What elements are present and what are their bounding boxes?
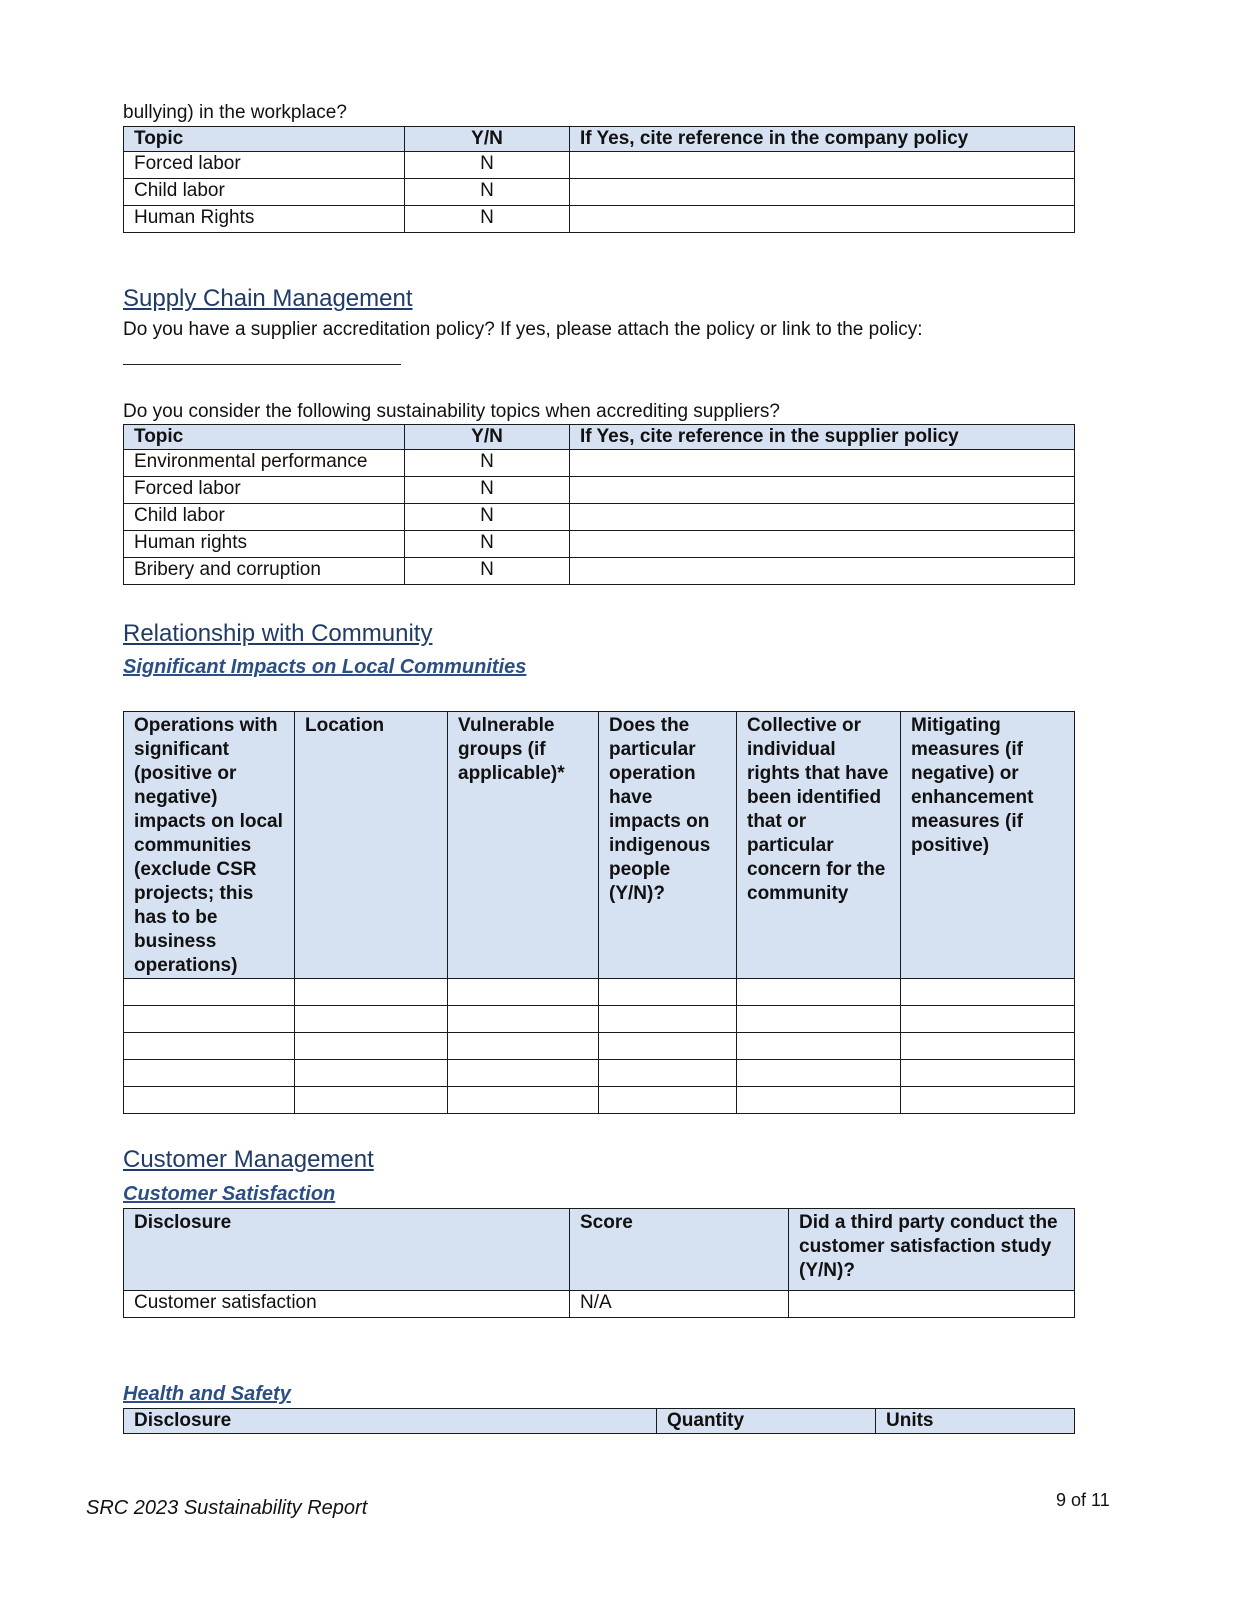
header-yn: Y/N <box>405 425 570 450</box>
cell-reference[interactable] <box>570 206 1075 233</box>
cell-topic: Forced labor <box>124 477 405 504</box>
header-score: Score <box>570 1209 789 1291</box>
table-row <box>124 1087 1075 1114</box>
workplace-lead-text: bullying) in the workplace? <box>123 102 347 123</box>
answer-blank-line[interactable] <box>123 364 401 365</box>
header-indigenous-impact: Does the particular operation have impacts on indigenous people (Y/N)? <box>599 712 737 979</box>
customer-table-wrap <box>123 1208 1075 1318</box>
table-row <box>124 206 1075 233</box>
table-row <box>124 979 1075 1006</box>
cell-reference[interactable] <box>570 531 1075 558</box>
header-vulnerable-groups: Vulnerable groups (if applicable)* <box>448 712 599 979</box>
cell-yn: N <box>405 558 570 585</box>
header-topic: Topic <box>124 127 405 152</box>
community-subheading: Significant Impacts on Local Communities <box>123 656 527 678</box>
supplier-table <box>123 424 1075 585</box>
cell-topic: Bribery and corruption <box>124 558 405 585</box>
cell-topic: Human rights <box>124 531 405 558</box>
table-row <box>124 504 1075 531</box>
cell-disclosure: Customer satisfaction <box>124 1291 570 1318</box>
table-row <box>124 558 1075 585</box>
page-number: 9 of 11 <box>1056 1490 1110 1510</box>
supplier-policy-question: Do you have a supplier accreditation policy? If yes, please attach the policy or link to the policy: <box>123 319 923 340</box>
health-safety-table <box>123 1408 1075 1434</box>
cell-reference[interactable] <box>570 477 1075 504</box>
table-row <box>124 531 1075 558</box>
cell-yn: N <box>405 504 570 531</box>
header-topic: Topic <box>124 425 405 450</box>
table-row <box>124 1291 1075 1318</box>
table-row <box>124 477 1075 504</box>
table-row <box>124 179 1075 206</box>
health-safety-subheading: Health and Safety <box>123 1383 291 1405</box>
header-disclosure: Disclosure <box>124 1409 657 1434</box>
header-third-party: Did a third party conduct the customer satisfaction study (Y/N)? <box>789 1209 1075 1291</box>
header-rights-concern: Collective or individual rights that have been identified that or particular concern for the community <box>737 712 901 979</box>
cell-third-party[interactable] <box>789 1291 1075 1318</box>
header-operations: Operations with significant (positive or negative) impacts on local communities (exclude CSR projects; this has to be business operations) <box>124 712 295 979</box>
cell-topic: Child labor <box>124 504 405 531</box>
table-row <box>124 1006 1075 1033</box>
customer-heading: Customer Management <box>123 1146 374 1173</box>
cell-reference[interactable] <box>570 179 1075 206</box>
workplace-table <box>123 126 1075 233</box>
header-location: Location <box>295 712 448 979</box>
cell-topic: Forced labor <box>124 152 405 179</box>
header-disclosure: Disclosure <box>124 1209 570 1291</box>
cell-yn: N <box>405 179 570 206</box>
cell-topic: Human Rights <box>124 206 405 233</box>
cell-yn: N <box>405 152 570 179</box>
header-units: Units <box>876 1409 1075 1434</box>
table-row <box>124 1060 1075 1087</box>
community-heading: Relationship with Community <box>123 620 433 647</box>
report-title-footer: SRC 2023 Sustainability Report <box>86 1497 368 1519</box>
cell-yn: N <box>405 206 570 233</box>
customer-subheading: Customer Satisfaction <box>123 1183 336 1205</box>
header-reference: If Yes, cite reference in the supplier policy <box>570 425 1075 450</box>
header-reference: If Yes, cite reference in the company policy <box>570 127 1075 152</box>
table-row <box>124 1033 1075 1060</box>
community-table <box>123 711 1075 1114</box>
supply-chain-heading: Supply Chain Management <box>123 285 413 312</box>
header-yn: Y/N <box>405 127 570 152</box>
cell-yn: N <box>405 477 570 504</box>
cell-score: N/A <box>570 1291 789 1318</box>
table-row <box>124 450 1075 477</box>
customer-table <box>123 1208 1075 1318</box>
header-mitigating-measures: Mitigating measures (if negative) or enhancement measures (if positive) <box>901 712 1075 979</box>
supplier-table-wrap <box>123 424 1075 585</box>
workplace-table-wrap <box>123 126 1075 233</box>
cell-topic: Environmental performance <box>124 450 405 477</box>
table-row <box>124 152 1075 179</box>
header-quantity: Quantity <box>657 1409 876 1434</box>
community-table-wrap <box>123 711 1075 1114</box>
cell-reference[interactable] <box>570 504 1075 531</box>
cell-reference[interactable] <box>570 450 1075 477</box>
cell-reference[interactable] <box>570 558 1075 585</box>
cell-reference[interactable] <box>570 152 1075 179</box>
supplier-topics-question: Do you consider the following sustainability topics when accrediting suppliers? <box>123 401 780 422</box>
cell-yn: N <box>405 531 570 558</box>
cell-topic: Child labor <box>124 179 405 206</box>
cell-yn: N <box>405 450 570 477</box>
health-safety-table-wrap <box>123 1408 1075 1434</box>
